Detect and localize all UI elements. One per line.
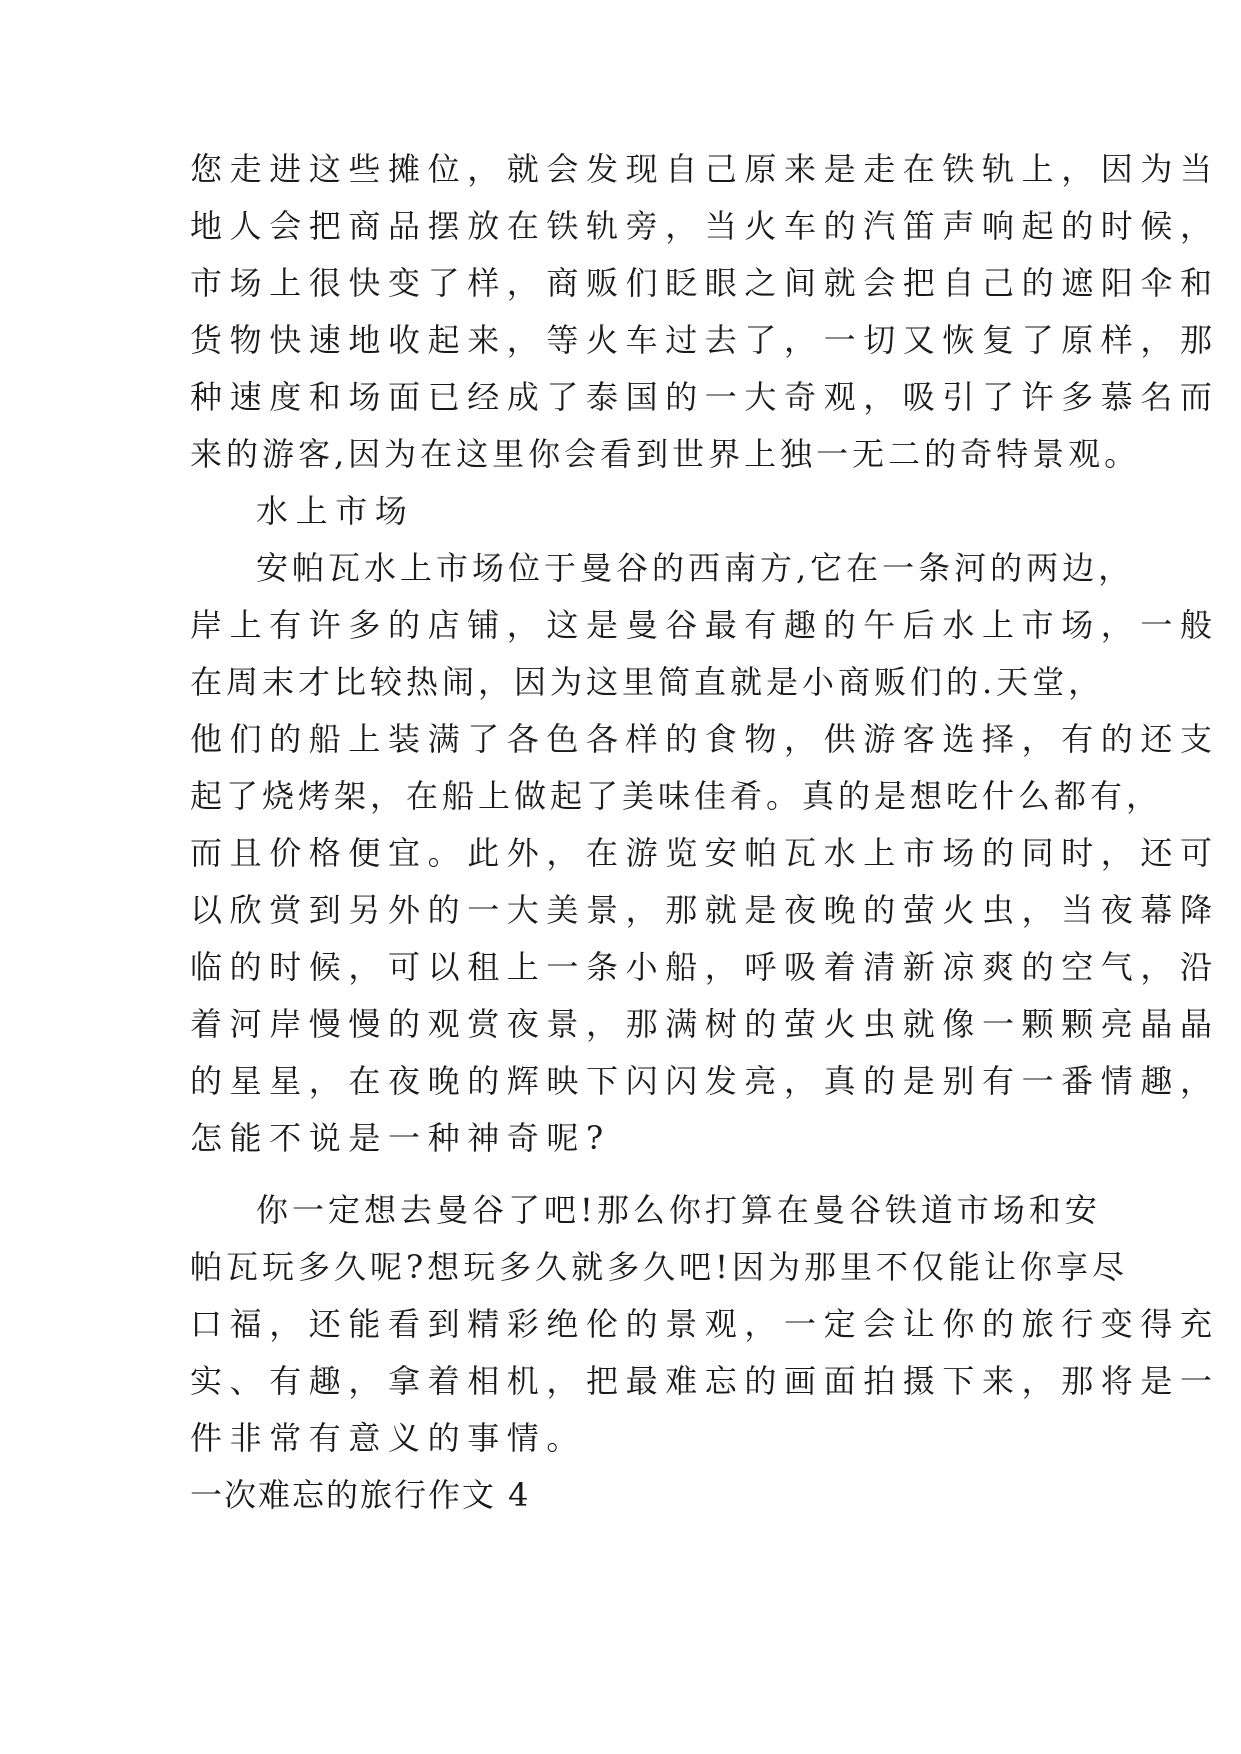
paragraph-line: 来的游客,因为在这里你会看到世界上独一无二的奇特景观。 — [190, 435, 1141, 473]
paragraph-line: 实、有趣，拿着相机，把最难忘的画面拍摄下来，那将是一 — [190, 1362, 1220, 1400]
paragraph-line: 他们的船上装满了各色各样的食物，供游客选择，有的还支 — [190, 720, 1220, 758]
paragraph-line: 你一定想去曼谷了吧!那么你打算在曼谷铁道市场和安 — [256, 1191, 1101, 1229]
paragraph-line: 起了烧烤架，在船上做起了美味佳肴。真的是想吃什么都有， — [190, 777, 1163, 815]
paragraph-line: 着河岸慢慢的观赏夜景，那满树的萤火虫就像一颗颗亮晶晶 — [190, 1005, 1220, 1043]
paragraph-line: 安帕瓦水上市场位于曼谷的西南方,它在一条河的两边， — [256, 549, 1135, 587]
paragraph-line: 口福，还能看到精彩绝伦的景观，一定会让你的旅行变得充 — [190, 1305, 1220, 1343]
paragraph-line: 货物快速地收起来，等火车过去了，一切又恢复了原样，那 — [190, 321, 1220, 359]
paragraph-line: 帕瓦玩多久呢?想玩多久就多久吧!因为那里不仅能让你享尽 — [190, 1248, 1129, 1286]
paragraph-line: 市场上很快变了样，商贩们眨眼之间就会把自己的遮阳伞和 — [190, 264, 1220, 302]
paragraph-line: 的星星，在夜晚的辉映下闪闪发亮，真的是别有一番情趣， — [190, 1062, 1220, 1100]
essay-heading: 一次难忘的旅行作文 4 — [190, 1476, 531, 1514]
paragraph-line: 而且价格便宜。此外，在游览安帕瓦水上市场的同时，还可 — [190, 834, 1220, 872]
paragraph-line: 您走进这些摊位，就会发现自己原来是走在铁轨上，因为当 — [190, 150, 1220, 188]
paragraph-line: 地人会把商品摆放在铁轨旁，当火车的汽笛声响起的时候， — [190, 207, 1220, 245]
paragraph-line: 岸上有许多的店铺，这是曼谷最有趣的午后水上市场，一般 — [190, 606, 1220, 644]
paragraph-line: 在周末才比较热闹，因为这里简直就是小商贩们的.天堂， — [190, 663, 1105, 701]
paragraph-line: 怎能不说是一种神奇呢? — [190, 1119, 611, 1157]
paragraph-line: 种速度和场面已经成了泰国的一大奇观，吸引了许多慕名而 — [190, 378, 1220, 416]
paragraph-line: 临的时候，可以租上一条小船，呼吸着清新凉爽的空气，沿 — [190, 948, 1220, 986]
section-subheading: 水上市场 — [256, 492, 415, 530]
paragraph-line: 以欣赏到另外的一大美景，那就是夜晚的萤火虫，当夜幕降 — [190, 891, 1220, 929]
paragraph-line: 件非常有意义的事情。 — [190, 1419, 587, 1457]
